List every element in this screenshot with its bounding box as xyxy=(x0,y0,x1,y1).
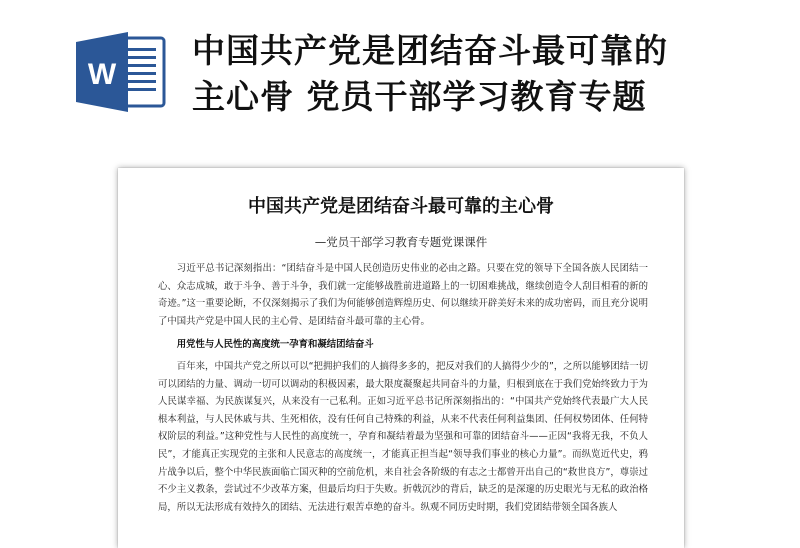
document-title: 中国共产党是团结奋斗最可靠的主心骨 xyxy=(248,196,554,217)
document-subtitle: —党员干部学习教育专题党课课件 xyxy=(314,235,488,249)
section-heading: 用党性与人民性的高度统一孕育和凝结团结奋斗 xyxy=(176,339,374,351)
banner-title-line2: 主心骨 党员干部学习教育专题 xyxy=(192,77,647,116)
body-paragraph: 习近平总书记深刻指出：“团结奋斗是中国人民创造历史伟业的必由之路。只要在党的领导下全国各族人民团结一心、众志成城，敢于斗争、善于斗争，我们就一定能够战胜前进道路上的一切困难挑战，继续创造令人刮目相看的新的奇迹。”这一重要论断，不仅深刻揭示了我们为何能够创造辉煌历史、何以继续开辟美好未来的成功密码，而且充分说明了中国共产党是中国人民的主心骨、是团结奋斗最可靠的主心骨。 xyxy=(158,263,648,327)
document-sheet xyxy=(118,168,684,548)
banner-title xyxy=(192,28,772,120)
document-page-area xyxy=(0,160,800,526)
word-icon-letter: W xyxy=(87,58,117,91)
word-document-icon xyxy=(72,30,168,114)
document-body xyxy=(158,260,648,516)
banner-title-line1: 中国共产党是团结奋斗最可靠的 xyxy=(192,31,668,70)
banner xyxy=(0,0,800,160)
body-paragraph: 百年来，中国共产党之所以可以“把拥护我们的人搞得多多的，把反对我们的人搞得少少的”，之所以能够团结一切可以团结的力量、调动一切可以调动的积极因素，最大限度凝聚起共同奋斗的力量，归根到底在于我们党始终致力于为人民谋幸福、为民族谋复兴，从来没有一己私利。正如习近平总书记所深刻指出的：“中国共产党始终代表最广大人民根本利益，与人民休戚与共、生死相依，没有任何自己特殊的利益，从来不代表任何利益集团、任何权势团体、任何特权阶层的利益。”这种党性与人民性的高度统一，孕育和凝结着最为坚强和可靠的团结奋斗——正因“我将无我，不负人民”，才能真正实现党的主张和人民意志的高度统一，才能真正担当起“领导我们事业的核心力量”。而纵览近代史，鸦片战争以后，整个中华民族面临亡国灭种的空前危机，来自社会各阶级的有志之士都曾开出自己的“救世良方”，尊崇过不少主义教条，尝试过不少改革方案，但最后均归于失败。折戟沉沙的背后，缺乏的是深邃的历史眼光与无私的政治格局，所以无法形成有效持久的团结、无法进行艰苦卓绝的奋斗。纵观不同历史时期，我们党团结带领全国各族人 xyxy=(158,360,648,513)
